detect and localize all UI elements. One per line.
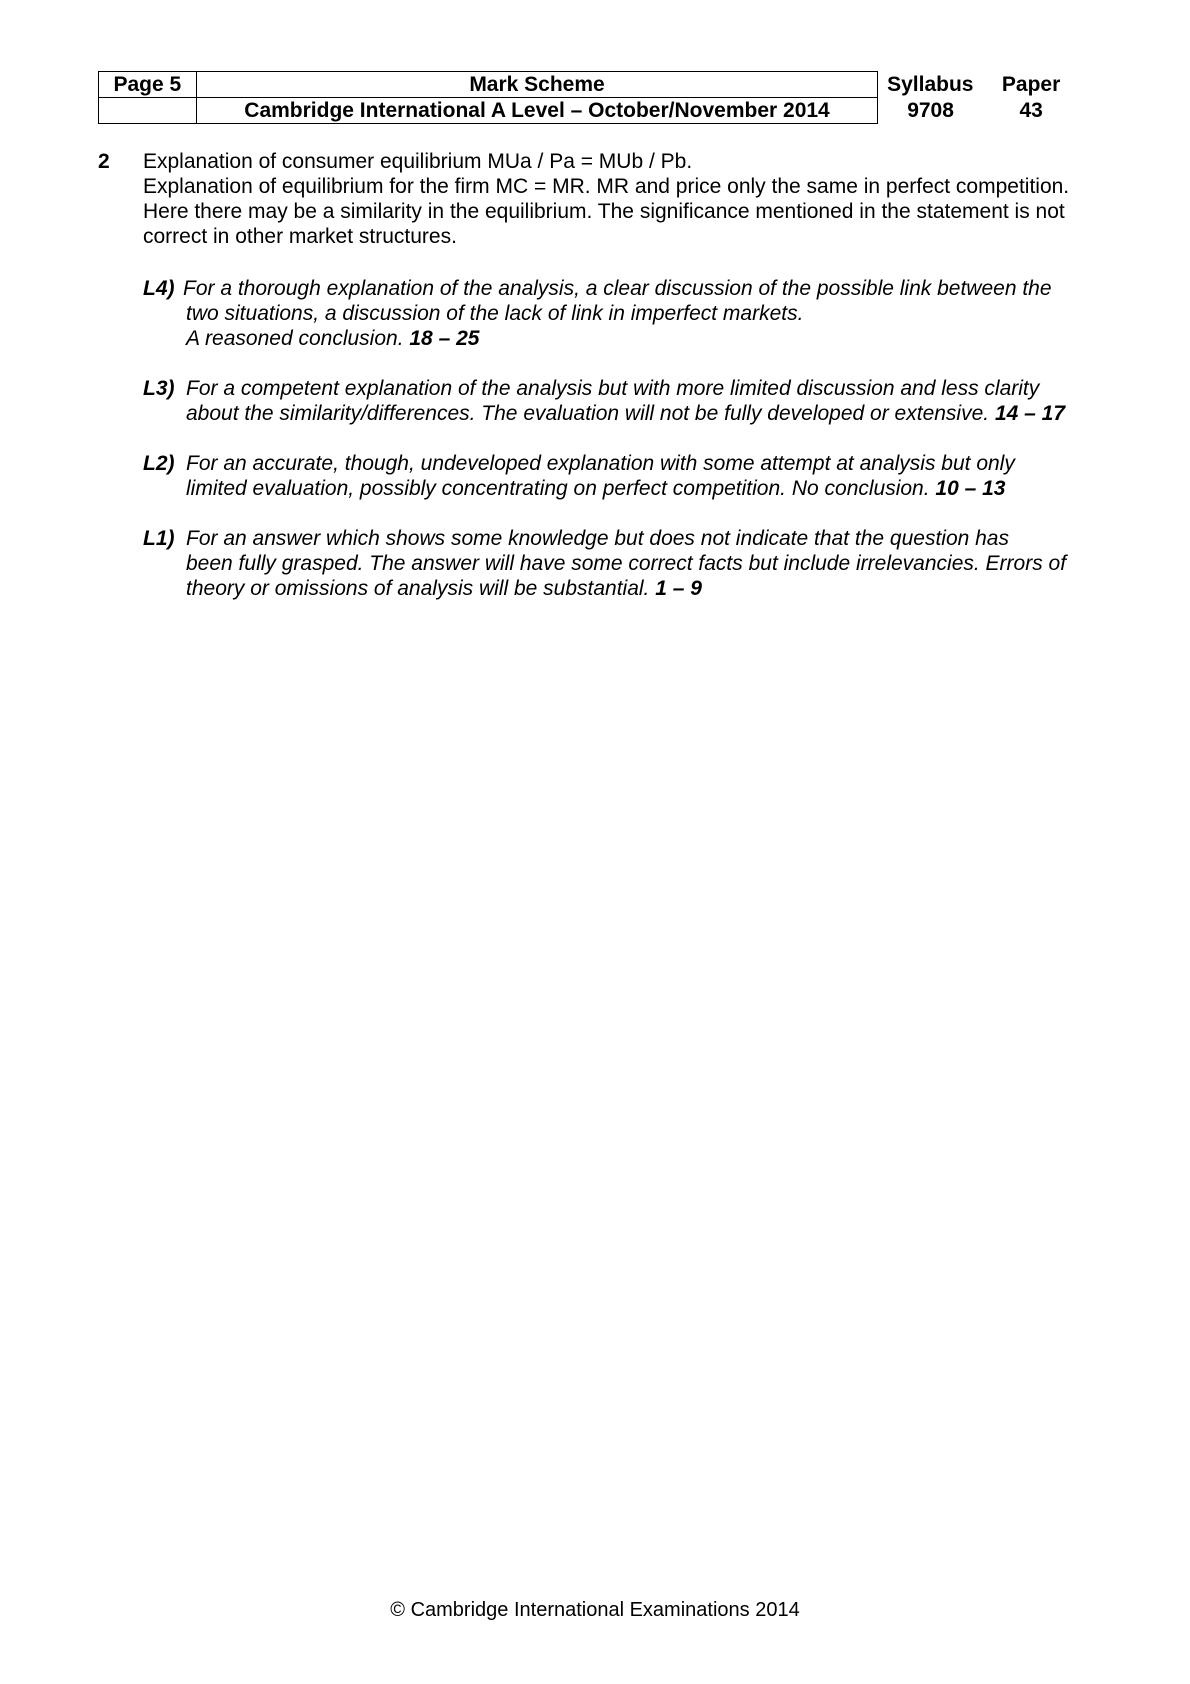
level-l2 (143, 451, 1103, 501)
level-l4 (143, 276, 1103, 351)
level-line (186, 401, 1103, 426)
copyright-footer: © Cambridge International Examinations 2014 (390, 1599, 800, 1621)
level-descriptors (143, 276, 1103, 626)
header-table (98, 71, 1080, 124)
level-marks: 10 – 13 (935, 477, 1006, 500)
question-line: Explanation of consumer equilibrium MUa / Pa = MUb / Pb. (143, 150, 693, 173)
level-line-text: about the similarity/differences. The evaluation will not be fully developed or extensive. (186, 402, 990, 425)
level-tag: L2) (143, 452, 175, 475)
level-body (183, 276, 1103, 351)
level-line-text: limited evaluation, possibly concentrating on perfect competition. No conclusion. (186, 477, 930, 500)
question-line: correct in other market structures. (143, 225, 457, 248)
level-line (186, 326, 1103, 351)
document-subtitle: Cambridge International A Level – October/November 2014 (196, 98, 878, 124)
level-marks: 18 – 25 (409, 327, 480, 350)
paper-value: 43 (1019, 99, 1043, 122)
level-body (186, 376, 1103, 426)
document-title: Mark Scheme (196, 72, 878, 98)
level-line (186, 576, 1103, 601)
level-line: been fully grasped. The answer will have some correct facts but include irrelevancies. Errors of (186, 552, 1067, 575)
question-text (143, 149, 1098, 249)
paper-label: Paper (1001, 73, 1061, 96)
level-tag: L1) (143, 527, 175, 550)
level-body (186, 526, 1103, 601)
level-l3 (143, 376, 1103, 426)
level-marks: 1 – 9 (655, 577, 702, 600)
page-number-empty (99, 98, 197, 124)
page-number: Page 5 (99, 72, 197, 98)
level-tag: L3) (143, 377, 175, 400)
question-line: Explanation of equilibrium for the firm MC = MR. MR and price only the same in perfect competition. (143, 175, 1070, 198)
level-line: For an accurate, though, undeveloped explanation with some attempt at analysis but only (186, 452, 1015, 475)
level-line: For an answer which shows some knowledge but does not indicate that the question has (186, 527, 1009, 550)
level-line: For a competent explanation of the analysis but with more limited discussion and less clarity (186, 377, 1040, 400)
level-tag: L4) (143, 277, 175, 300)
level-line-text: theory or omissions of analysis will be substantial. (186, 577, 650, 600)
level-body (186, 451, 1103, 501)
question-number: 2 (98, 150, 110, 173)
question-line: Here there may be a similarity in the equilibrium. The significance mentioned in the statement is not (143, 200, 1065, 223)
level-marks: 14 – 17 (994, 402, 1066, 425)
level-l1 (143, 526, 1103, 601)
level-line-text: A reasoned conclusion. (186, 327, 404, 350)
level-line: For a thorough explanation of the analysis, a clear discussion of the possible link between the (183, 277, 1052, 300)
level-line: two situations, a discussion of the lack of link in imperfect markets. (186, 302, 804, 325)
syllabus-value: 9708 (907, 99, 954, 122)
level-line (186, 476, 1103, 501)
syllabus-label: Syllabus (887, 73, 974, 96)
